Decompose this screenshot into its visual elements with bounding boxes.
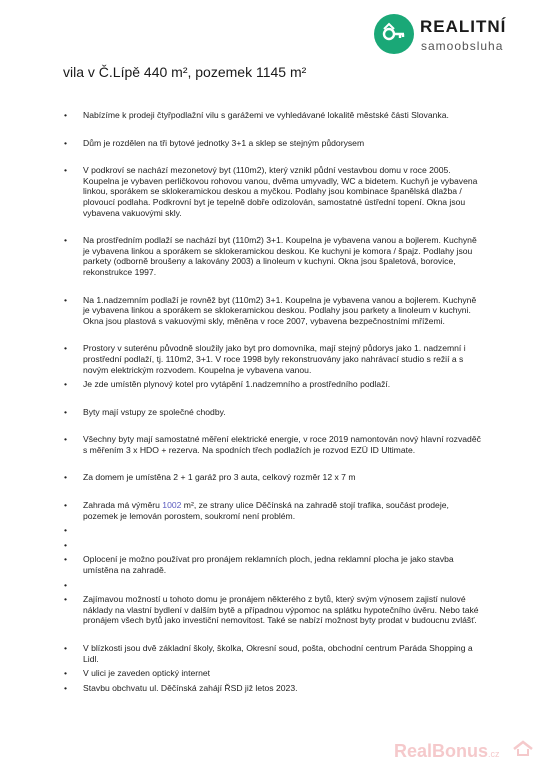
logo-title: REALITNÍ — [420, 17, 507, 36]
realitni-samoobsluha-logo — [374, 8, 534, 60]
list-item: • Dům je rozdělen na tři bytové jednotky 3+1 a sklep se stejným půdorysem — [62, 138, 482, 149]
list-item: • Zajímavou možností u tohoto domu je pronájem některého z bytů, který svým výnosem zajistí nulové náklady na vlastní bydlení v dalším bytě a případnou výpomoc na splátku hypotečního úvěru. Nebo také pronájem všech bytů jako investiční nemovitost. Také se nabízí možnost byty prodat v budoucnu zvlášť. — [62, 594, 482, 626]
list-item: • Je zde umístěn plynový kotel pro vytápění 1.nadzemního a prostředního podlaží. — [62, 379, 482, 390]
watermark-brand: RealBonus — [394, 741, 489, 761]
highlighted-value: 1002 — [162, 500, 182, 511]
description-list — [62, 110, 482, 693]
list-item: • Na prostředním podlaží se nachází byt (110m2) 3+1. Koupelna je vybavena vanou a bojlerem. Kuchyně je vybavena linkou a sporákem se sklokeramickou deskou. Ke kuchyni je komora / špajz. Podlahy jsou parkety (odborně broušeny a lakovány 2003) a linoleum v kuchyni. Okna jsou špaletová, borovice, rekonstrukce 1997. — [62, 235, 482, 277]
list-item: • Byty mají vstupy ze společné chodby. — [62, 407, 482, 418]
list-item: • Nabízíme k prodeji čtyřpodlažní vilu s garážemi ve vyhledávané lokalitě městské části Slovanka. — [62, 110, 482, 121]
realbonus-watermark — [394, 741, 500, 762]
list-item — [62, 525, 482, 536]
list-item — [62, 540, 482, 551]
list-item: • V ulici je zaveden optický internet — [62, 668, 482, 679]
list-item: • Prostory v suterénu původně sloužily jako byt pro domovníka, mají stejný půdorys jako 1. nadzemní i prostřední podlaží, tj. 110m2, 3+1. V roce 1998 byly rekonstruovány jako nahrávací studio s režií a s novým elektrickým rozvodem. Koupelna je vybavena vanou. — [62, 343, 482, 375]
list-item: • Za domem je umístěna 2 + 1 garáž pro 3 auta, celkový rozměr 12 x 7 m — [62, 472, 482, 483]
list-item — [62, 580, 482, 591]
logo-subtitle: samoobsluha — [421, 39, 504, 53]
list-item: • Na 1.nadzemním podlaží je rovněž byt (110m2) 3+1. Koupelna je vybavena vanou a bojlerem. Kuchyně je vybavena linkou a sporákem se sklokeramickou deskou. Podlahy jsou parkety a linoleum v kuchyni. Okna jsou plastová s vakuovými skly, měněna v roce 2007, vybavena bezpečnostními mřížemi. — [62, 295, 482, 327]
list-item: • Všechny byty mají samostatné měření elektrické energie, v roce 2019 namontován nový hlavní rozvaděč s měřením 3 x HDO + rezerva. Na spodních třech podlažích je rozvod EZÜ ID Ultimate. — [62, 434, 482, 455]
key-house-icon — [374, 14, 414, 54]
watermark-suffix: .cz — [488, 749, 500, 759]
list-item: • V blízkosti jsou dvě základní školy, školka, Okresní soud, pošta, obchodní centrum Paráda Shopping a Lidl. — [62, 643, 482, 664]
list-item: • V podkroví se nachází mezonetový byt (110m2), který vznikl půdní vestavbou domu v roce 2005. Koupelna je vybaven perličkovou rohovou vanou, dvěma umyvadly, WC a bidetem. Kuchyň je vybavena linkou, sporákem se sklokeramickou deskou a myčkou. Podlahy jsou kombinace španělská dlažba / plovoucí podlaha. Podkrovní byt je tepelně dobře odizolován, samostatné ústřední topení. Okna jsou vybavena vakuovými skly. — [62, 165, 482, 218]
house-icon — [512, 740, 534, 756]
list-item: • Zahrada má výměru 1002 m², ze strany ulice Děčínská na zahradě stojí trafika, součást prodeje, pozemek je lemován porostem, soukromí není problém. — [62, 500, 482, 521]
list-item: • Oplocení je možno používat pro pronájem reklamních ploch, jedna reklamní plocha je jako stavba umístěna na zahradě. — [62, 554, 482, 575]
page-title: vila v Č.Lípě 440 m², pozemek 1145 m² — [63, 64, 307, 80]
list-item: • Stavbu obchvatu ul. Děčínská zahájí ŘSD již letos 2023. — [62, 683, 482, 694]
